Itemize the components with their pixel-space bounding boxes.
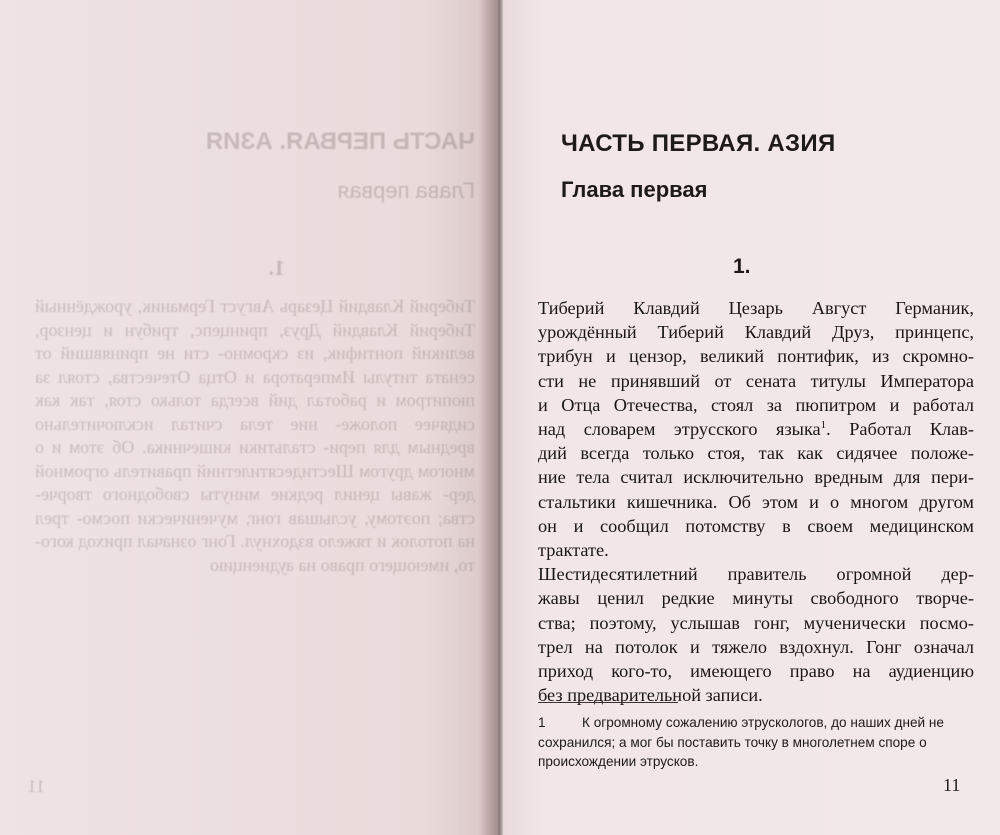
footnote-divider	[538, 702, 678, 703]
text-line-tail: . Работал Клав-	[826, 419, 974, 440]
ghost-part-title: ЧАСТЬ ПЕРВАЯ. АЗИЯ	[205, 128, 475, 155]
ghost-body-text: Тиберий Клавдий Цезарь Август Германик, урождённый Тиберий Клавдий Друз, принцепс, трибун и цензор, великий понтифик, из скромно- сти не принявший от сената титулы Императора и Отца Отечества, стоял за пюпитром и работал дий всегда только стоя, так как сидячее положе- ние тела считал исключительно вредным для пери- стальтики кишечника. Об этом и о многом другом Шестидесятилетний правитель огромной дер- жавы ценил редкие минуты свободного творче- ства; поэтому, услышав гонг, мученически посмо- трел на потолок и тяжело вздохнул. Гонг означал приход кого-то, имеющего право на аудиенцию	[34, 296, 475, 575]
text-line: приход кого-то, имеющего право на аудиенцию	[538, 661, 974, 682]
paragraph-2	[538, 562, 974, 707]
text-line: урождённый Тиберий Клавдий Друз, принцепс,	[538, 322, 974, 343]
footnote-marker[interactable]: 1	[820, 418, 827, 431]
text-line: ства; поэтому, услышав гонг, мученически посмо-	[538, 612, 974, 633]
text-line: трибун и цензор, великий понтифик, из скромно-	[538, 346, 974, 367]
text-line: он и сообщил потомству в своем медицинском	[538, 515, 974, 536]
show-through-mirror	[20, 0, 475, 835]
text-line: Тиберий Клавдий Цезарь Август Германик,	[538, 298, 974, 318]
paragraph-1	[538, 296, 974, 562]
left-page	[0, 0, 497, 835]
part-title: ЧАСТЬ ПЕРВАЯ. АЗИЯ	[561, 130, 836, 157]
text-line: ние тела считал исключительно вредным для пери-	[538, 467, 974, 488]
text-line: и Отца Отечества, стоял за пюпитром и работал	[538, 394, 974, 415]
text-line-with-footnote	[538, 417, 974, 441]
right-page	[503, 0, 1000, 835]
text-line: стальтики кишечника. Об этом и о многом другом	[538, 491, 974, 512]
text-line: трел на потолок и тяжело вздохнул. Гонг означал	[538, 636, 974, 657]
text-line-head: над словарем этрусского языка	[538, 419, 821, 440]
footnote-text: К огромному сожалению этрускологов, до наших дней не сохранился; а мог бы поставить точку в многолетнем споре о происхождении этрусков.	[538, 715, 944, 769]
section-number: 1.	[733, 255, 751, 278]
ghost-page-number: 11	[27, 776, 45, 796]
text-line: Шестидесятилетний правитель огромной дер-	[538, 564, 974, 585]
text-line: трактате.	[538, 540, 609, 561]
footnote-number: 1	[538, 715, 546, 730]
ghost-section-number: 1.	[268, 255, 285, 280]
chapter-title: Глава первая	[561, 177, 708, 202]
text-line: жавы ценил редкие минуты свободного творче-	[538, 588, 974, 609]
text-line: сти не принявший от сената титулы Императора	[538, 370, 974, 391]
text-line: без предварительной записи.	[538, 685, 763, 706]
body-text	[538, 296, 974, 707]
footnote	[538, 713, 974, 772]
page-number: 11	[943, 775, 961, 795]
ghost-chapter-title: Глава первая	[337, 178, 475, 203]
text-line: дий всегда только стоя, так как сидячее положе-	[538, 443, 974, 464]
